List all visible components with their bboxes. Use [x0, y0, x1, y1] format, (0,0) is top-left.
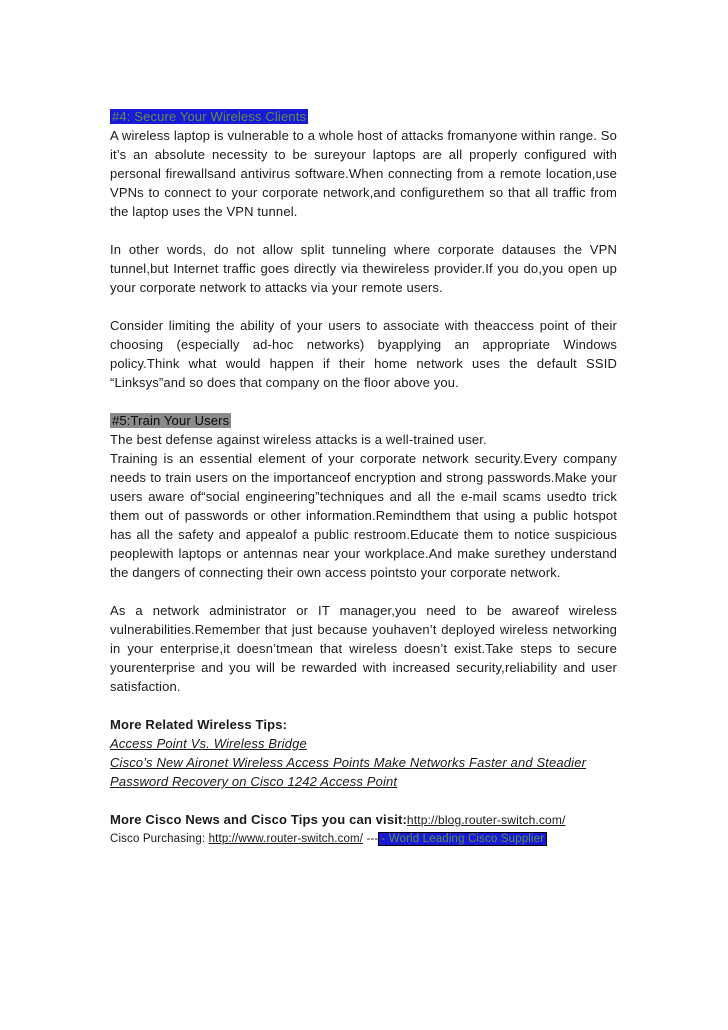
related-link-password-recovery[interactable]: Password Recovery on Cisco 1242 Access Point: [110, 774, 398, 789]
related-link-line-2: [110, 753, 617, 772]
section-4-paragraph-3: Consider limiting the ability of your users to associate with theaccess point of their choosing (especially ad-hoc networks) byapplying an appropriate Windows policy.Think what would happen if their home network uses the default SSID “Linksys”and so does that company on the floor above you.: [110, 318, 617, 390]
news-line: [110, 810, 617, 830]
section-4-heading-line: [110, 107, 617, 126]
purchasing-label: Cisco Purchasing:: [110, 833, 209, 845]
news-label: More Cisco News and Cisco Tips you can visit:: [110, 812, 407, 827]
separator: ---: [363, 833, 379, 845]
purchasing-url-link[interactable]: http://www.router-switch.com/: [208, 833, 364, 845]
section-4-heading: #4: Secure Your Wireless Clients: [112, 109, 307, 124]
document-body: [110, 107, 617, 849]
section-5-paragraph-2: As a network administrator or IT manager,you need to be awareof wireless vulnerabilities.Remember that just because youhaven’t deployed wireless networking in your enterprise,it doesn’tmean that wireless doesn’t exist.Take steps to secure yourenterprise and you will be rewarded with increased security,reliability and user satisfaction.: [110, 603, 617, 694]
news-url-link[interactable]: http://blog.router-switch.com/: [406, 813, 566, 827]
section-5-paragraph-1: Training is an essential element of your corporate network security.Every company needs to train users on the importanceof encryption and strong passwords.Make your users aware of“social engineering”techniques and all the e-mail scams usedto trick them out of passwords or other information.Remindthem that using a public hotspot has all the safety and appealof a public restroom.Educate them to notice suspicious peoplewith laptops or antennas near your workplace.And make surethey understand the dangers of connecting their own access pointsto your corporate network.: [110, 451, 617, 580]
section-4-paragraph-2: In other words, do not allow split tunneling where corporate datauses the VPN tunnel,but Internet traffic goes directly via thewireless provider.If you do,you open up your corporate network to attacks via your remote users.: [110, 242, 617, 295]
related-link-aironet[interactable]: Cisco’s New Aironet Wireless Access Points Make Networks Faster and Steadier: [110, 755, 587, 770]
section-5-lead: The best defense against wireless attacks is a well-trained user.: [110, 432, 487, 447]
related-link-line-3: [110, 772, 617, 791]
section-5-heading-line: [110, 411, 617, 430]
section-4-paragraph-1: A wireless laptop is vulnerable to a whole host of attacks fromanyone within range. So it’s an absolute necessity to be sureyour laptops are all properly configured with personal firewallsand antivirus software.When connecting from a remote location,use VPNs to connect to your corporate network,and configurethem so that all traffic from the laptop uses the VPN tunnel.: [110, 128, 617, 219]
related-link-line-1: [110, 734, 617, 753]
related-link-access-point[interactable]: Access Point Vs. Wireless Bridge: [110, 736, 307, 751]
supplier-tagline: - World Leading Cisco Supplier: [378, 832, 547, 846]
section-5-heading: #5:Train Your Users: [112, 413, 230, 428]
related-tips-heading: More Related Wireless Tips:: [110, 717, 288, 732]
purchasing-line: [110, 830, 617, 849]
